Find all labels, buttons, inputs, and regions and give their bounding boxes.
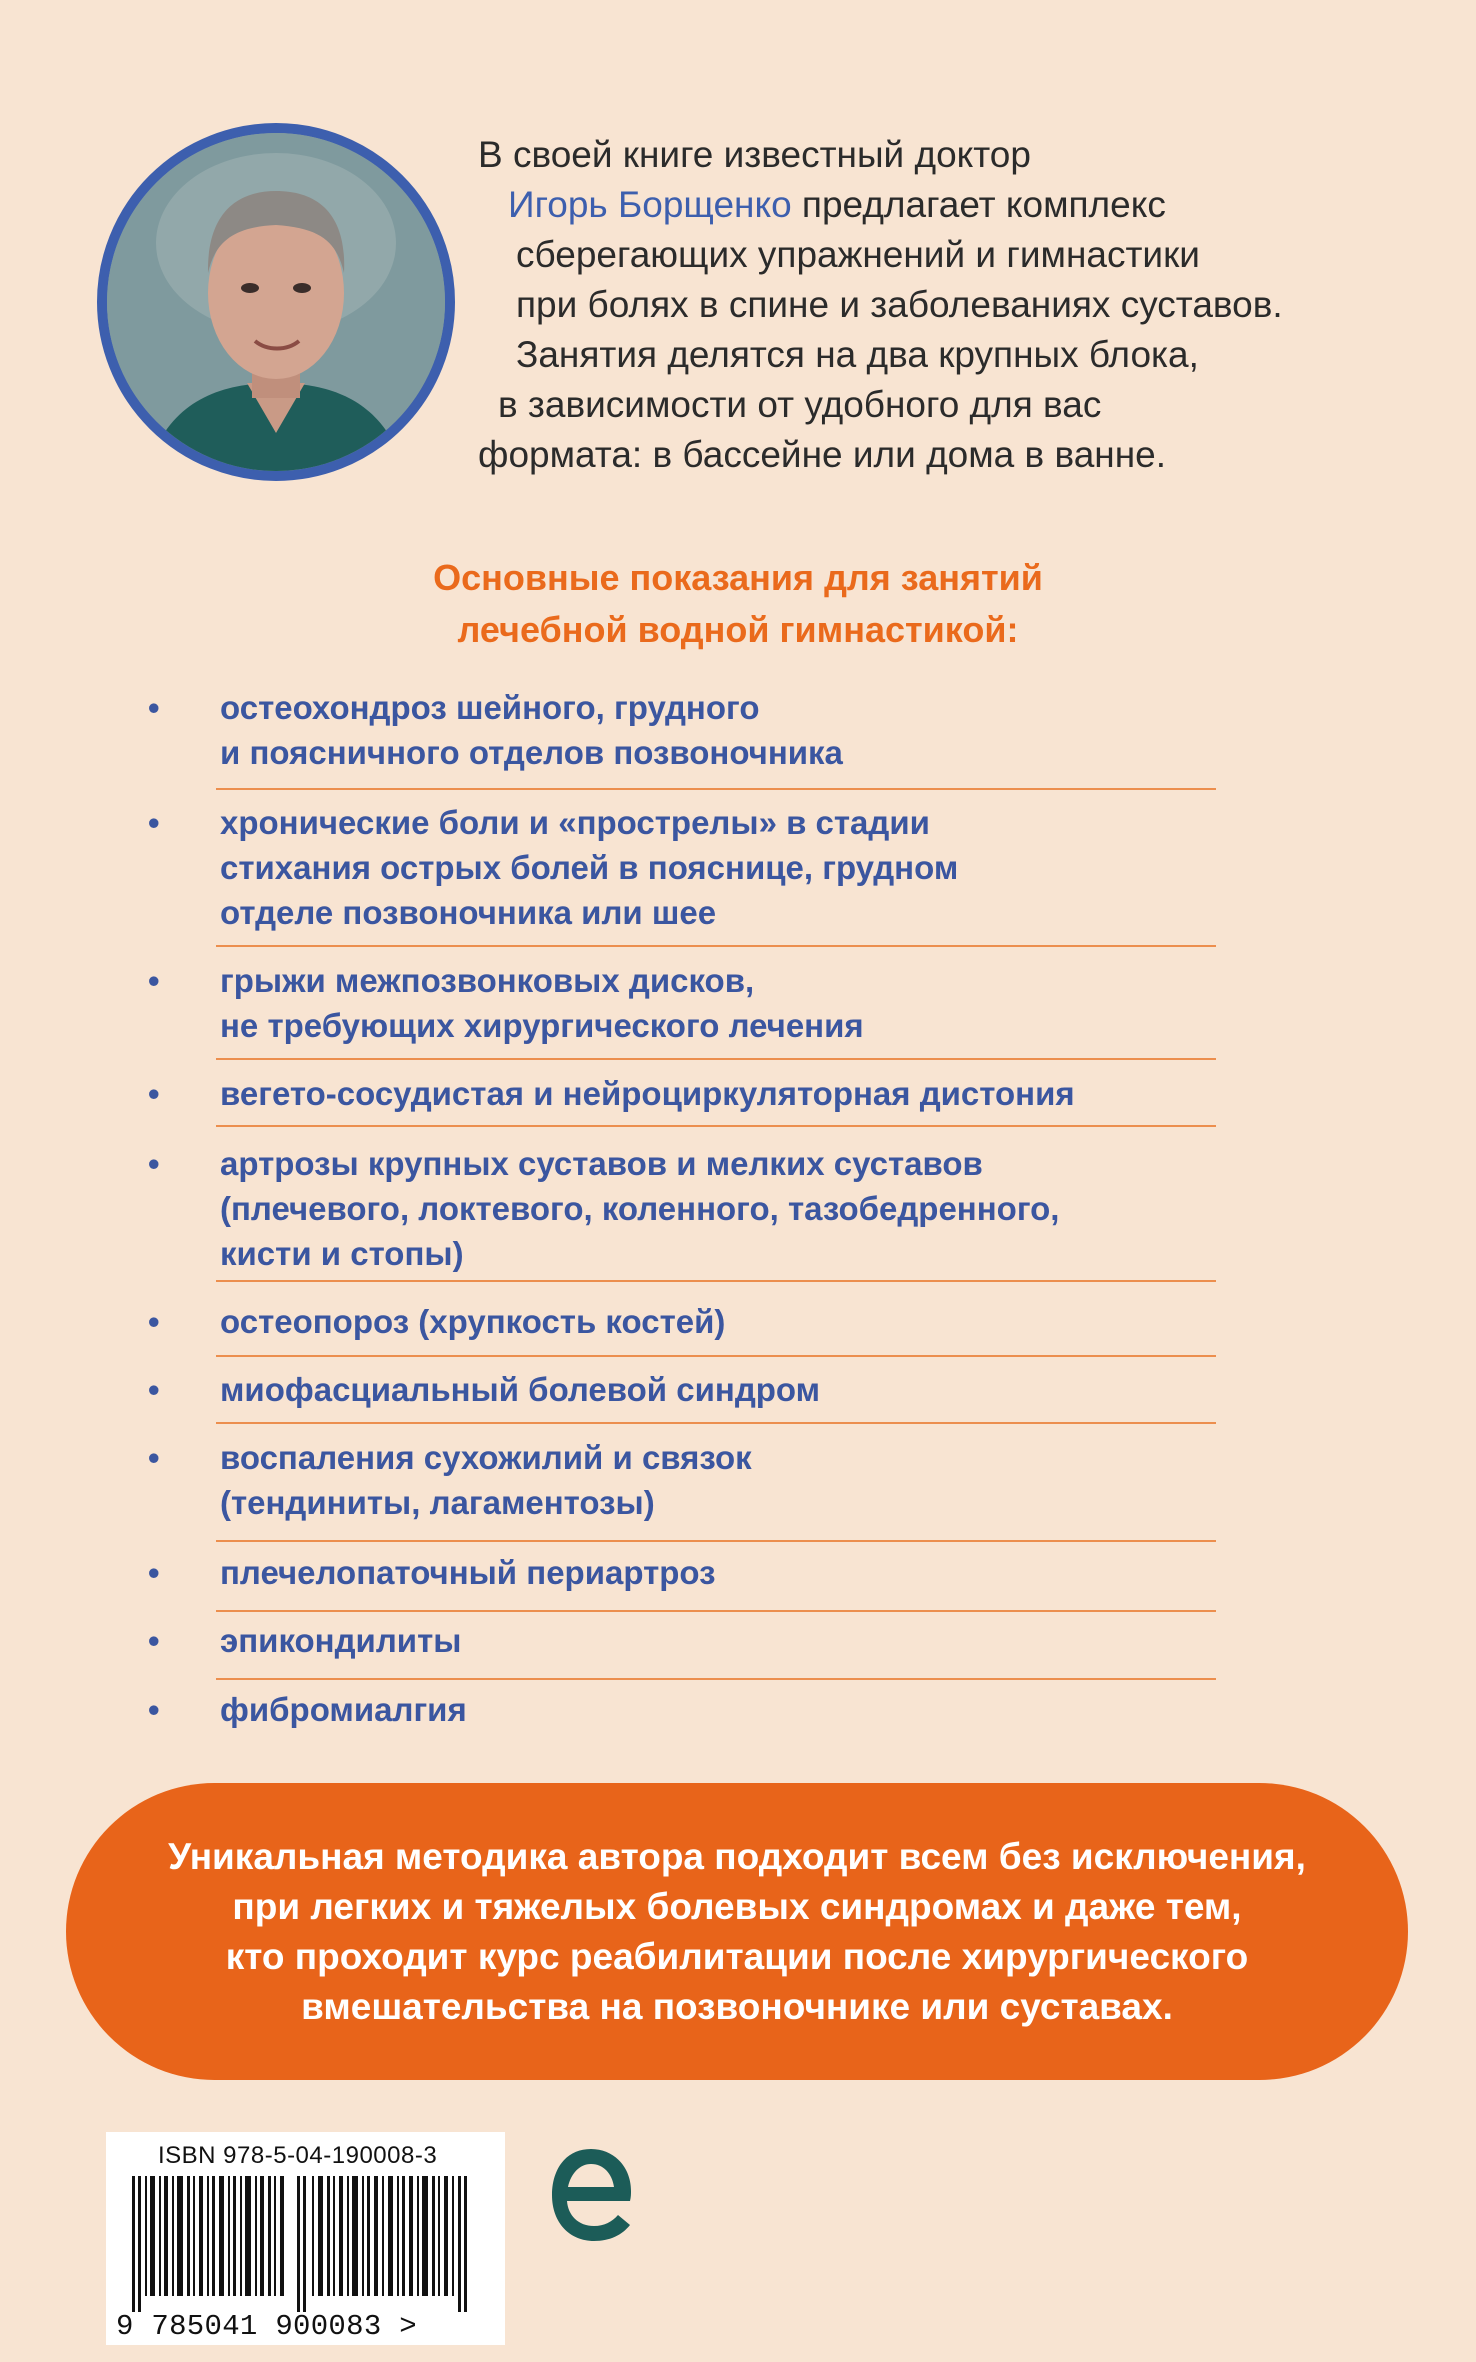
divider [216, 788, 1216, 790]
divider [216, 1678, 1216, 1680]
list-item-text: миофасциальный болевой синдром [220, 1371, 821, 1408]
banner-line-3: кто проходит курс реабилитации после хирургического [225, 1935, 1249, 1977]
list-item-text: хронические боли и «прострелы» в стадии стихания острых болей в пояснице, грудном отделе позвоночника или шее [220, 804, 959, 931]
bullet: • [148, 689, 160, 726]
intro-line-6: в зависимости от удобного для вас [498, 384, 1102, 425]
intro-line-3: сберегающих упражнений и гимнастики [516, 234, 1200, 275]
highlight-banner [66, 1783, 1408, 2080]
banner-line-2: при легких и тяжелых болевых синдромах и даже тем, [232, 1885, 1242, 1927]
bullet: • [148, 1554, 160, 1591]
author-name: Игорь Борщенко [508, 184, 792, 225]
intro-line-2-rest: предлагает комплекс [791, 184, 1166, 225]
intro-line-1: В своей книге известный доктор [478, 134, 1031, 175]
bullet: • [148, 1075, 160, 1112]
barcode-bars [132, 2176, 482, 2312]
list-item-text: грыжи межпозвонковых дисков, не требующих хирургического лечения [220, 962, 864, 1044]
list-item-text: вегето-сосудистая и нейроциркуляторная дистония [220, 1075, 1075, 1112]
intro-line-4: при болях в спине и заболеваниях суставов. [516, 284, 1283, 325]
divider [216, 1280, 1216, 1282]
divider [216, 1355, 1216, 1357]
heading-line-1: Основные показания для занятий [433, 557, 1043, 598]
bullet: • [148, 804, 160, 841]
publisher-logo-icon [546, 2143, 636, 2248]
bullet: • [148, 1371, 160, 1408]
bullet: • [148, 1145, 160, 1182]
divider [216, 945, 1216, 947]
bullet: • [148, 1622, 160, 1659]
divider [216, 1058, 1216, 1060]
barcode-digits: 9 785041 900083 > [116, 2310, 417, 2343]
bullet: • [148, 1439, 160, 1476]
bullet: • [148, 1303, 160, 1340]
list-item-text: остеохондроз шейного, грудного и поясничного отделов позвоночника [220, 689, 843, 771]
list-item-text: воспаления сухожилий и связок (тендиниты, лагаментозы) [220, 1439, 752, 1521]
divider [216, 1125, 1216, 1127]
intro-line-5: Занятия делятся на два крупных блока, [516, 334, 1199, 375]
banner-line-4: вмешательства на позвоночнике или суставах. [301, 1985, 1173, 2027]
bullet: • [148, 962, 160, 999]
list-item-text: остеопороз (хрупкость костей) [220, 1303, 726, 1340]
banner-line-1: Уникальная методика автора подходит всем без исключения, [168, 1835, 1306, 1877]
list-item-text: эпикондилиты [220, 1622, 462, 1659]
bullet: • [148, 1691, 160, 1728]
divider [216, 1422, 1216, 1424]
list-item-text: плечелопаточный периартроз [220, 1554, 716, 1591]
intro-line-7: формата: в бассейне или дома в ванне. [478, 434, 1167, 475]
list-item-text: фибромиалгия [220, 1691, 467, 1728]
divider [216, 1540, 1216, 1542]
banner-text [168, 1832, 1306, 2032]
divider [216, 1610, 1216, 1612]
list-item-text: артрозы крупных суставов и мелких суставов (плечевого, локтевого, коленного, тазобедренного, кисти и стопы) [220, 1145, 1060, 1272]
heading-line-2: лечебной водной гимнастикой: [457, 609, 1019, 650]
isbn-label: ISBN 978-5-04-190008-3 [158, 2142, 438, 2169]
barcode-block [106, 2132, 505, 2345]
